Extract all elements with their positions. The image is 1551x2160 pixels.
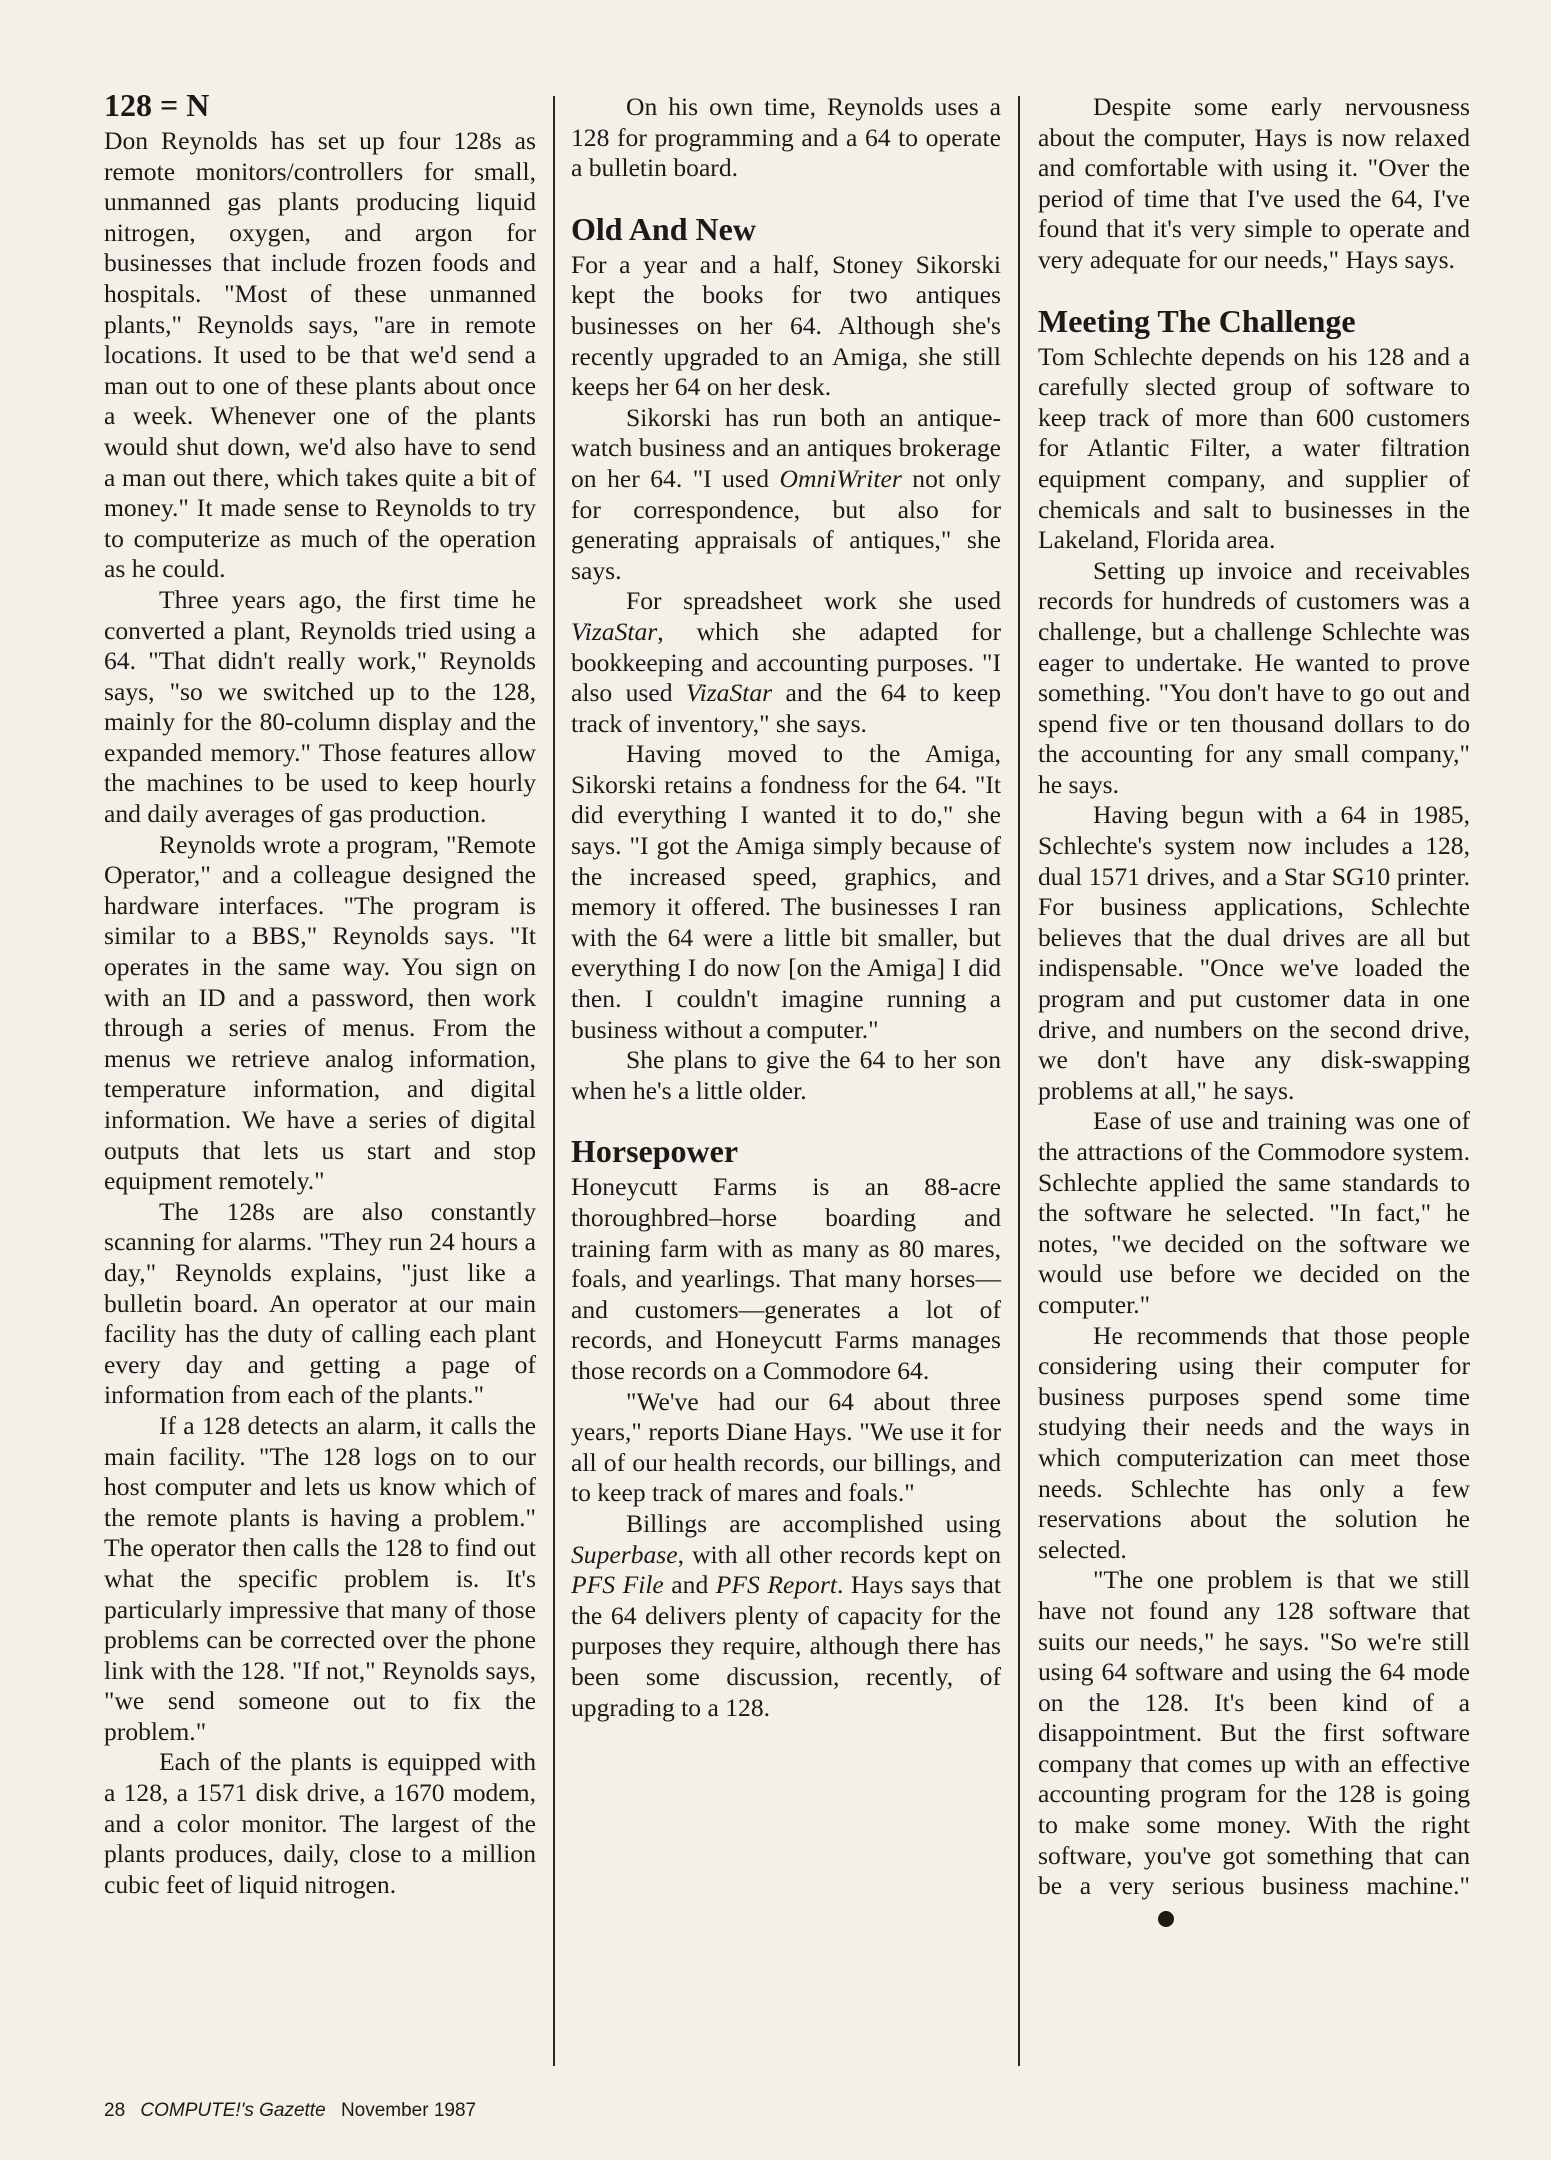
paragraph: On his own time, Reynolds uses a 128 for programming and a 64 to operate a bulletin board.: [571, 92, 1001, 183]
paragraph: Don Reynolds has set up four 128s as remote monitors/controllers for small, unmanned gas plants producing liquid nitrogen, oxygen, and argon for businesses that include frozen foods and hospitals. "Most of these unmanned plants," Reynolds says, "are in remote locations. It used to be that we'd send a man out to one of these plants about once a week. Whenever one of the plants would shut down, we'd also have to send a man out there, which takes quite a bit of money." It made sense to Reynolds to try to computerize as much of the operation as he could.: [104, 126, 536, 584]
issue-date: November 1987: [340, 2100, 477, 2121]
column-rule: [553, 96, 555, 2066]
section-heading: Old And New: [571, 210, 756, 247]
page-number: 28: [104, 2100, 126, 2121]
paragraph: For a year and a half, Stoney Sikorski kept the books for two antiques businesses on her 64. Although she's recently upgraded to an Amiga, she still keeps her 64 on her desk.: [571, 249, 1001, 402]
paragraph: Having begun with a 64 in 1985, Schlechte's system now includes a 128, dual 1571 drives, and a Star SG10 printer. For business applications, Schlechte believes that the dual drives are all but indispensable. "Once we've loaded the program and put customer data in one drive, and numbers on the second drive, we don't have any disk-swapping problems at all," he says.: [1038, 800, 1470, 1105]
paragraph: The 128s are also constantly scanning for alarms. "They run 24 hours a day," Reynolds explains, "just like a bulletin board. An operator at our main facility has the duty of calling each plant every day and getting a page of information from each of the plants.": [104, 1196, 536, 1410]
column-rule: [1018, 96, 1020, 2066]
paragraph: Each of the plants is equipped with a 128, a 1571 disk drive, a 1670 modem, and a color monitor. The largest of the plants produces, daily, close to a million cubic feet of liquid nitrogen.: [104, 1747, 536, 1899]
article-column-2: [571, 92, 1001, 1723]
paragraph: "The one problem is that we still have not found any 128 software that suits our needs," he says. "So we're still using 64 software and using the 64 mode on the 128. It's been kind of a disappointment. But the first software company that comes up with an effective accounting program for the 128 is going to make some money. With the right software, you've got something that can be a very serious business machine.": [1038, 1565, 1470, 1932]
paragraph: If a 128 detects an alarm, it calls the main facility. "The 128 logs on to our host computer and lets us know which of the remote plants is having a problem." The operator then calls the 128 to find out what the specific problem is. It's particularly impressive that many of those problems can be corrected over the phone link with the 128. "If not," Reynolds says, "we send someone out to fix the problem.": [104, 1410, 536, 1746]
section-heading: Meeting The Challenge: [1038, 302, 1356, 339]
software-title: VizaStar: [571, 616, 658, 646]
software-title: PFS Report: [715, 1570, 838, 1600]
software-title: Superbase: [571, 1539, 678, 1569]
paragraph: Despite some early nervousness about the computer, Hays is now relaxed and comfortable with using it. "Over the period of time that I've used the 64, I've found that it's very simple to operate and very adequate for our needs," Hays says.: [1038, 92, 1470, 274]
article-column-3: [1038, 92, 1470, 1932]
paragraph: "We've had our 64 about three years," reports Diane Hays. "We use it for all of our health records, our billings, and to keep track of mares and foals.": [571, 1386, 1001, 1508]
paragraph: Setting up invoice and receivables records for hundreds of customers was a challenge, but a challenge Schlechte was eager to undertake. He wanted to prove something. "You don't have to go out and spend five or ten thousand dollars to do the accounting for any small company," he says.: [1038, 555, 1470, 799]
software-title: OmniWriter: [779, 463, 902, 493]
end-mark-icon: [1158, 1911, 1174, 1927]
article-column-1: [104, 87, 536, 1900]
paragraph: Billings are accomplished using Superbase, with all other records kept on PFS File and PFS Report. Hays says that the 64 delivers plenty of capacity for the purposes they require, although there has been some discussion, recently, of upgrading to a 128.: [571, 1508, 1001, 1722]
software-title: PFS File: [571, 1570, 664, 1600]
paragraph: She plans to give the 64 to her son when he's a little older.: [571, 1045, 1001, 1105]
page-footer: [104, 2100, 476, 2122]
paragraph: He recommends that those people considering using their computer for business purposes spend some time studying their needs and the ways in which computerization can meet those needs. Schlechte has only a few reservations about the solution he selected.: [1038, 1320, 1470, 1564]
paragraph: For spreadsheet work she used VizaStar, which she adapted for bookkeeping and accounting purposes. "I also used VizaStar and the 64 to keep track of inventory," she says.: [571, 586, 1001, 738]
paragraph: Three years ago, the first time he converted a plant, Reynolds tried using a 64. "That didn't really work," Reynolds says, "so we switched up to the 128, mainly for the 80-column display and the expanded memory." Those features allow the machines to be used to keep hourly and daily averages of gas production.: [104, 584, 536, 829]
paragraph: Reynolds wrote a program, "Remote Operator," and a colleague designed the hardware interfaces. "The program is similar to a BBS," Reynolds says. "It operates in the same way. You sign on with an ID and a password, then work through a series of menus. From the menus we retrieve analog information, temperature information, and digital information. We have a series of digital outputs that lets us start and stop equipment remotely.": [104, 829, 536, 1196]
paragraph: Ease of use and training was one of the attractions of the Commodore system. Schlechte applied the same standards to the software he selected. "In fact," he notes, "we decided on the software we would use before we decided on the computer.": [1038, 1106, 1470, 1319]
software-title: VizaStar: [685, 678, 773, 708]
magazine-name: COMPUTE!'s Gazette: [140, 2100, 326, 2121]
paragraph: Honeycutt Farms is an 88-acre thoroughbred–horse boarding and training farm with as many as 80 mares, foals, and yearlings. That many horses—and customers—generates a lot of records, and Honeycutt Farms manages those records on a Commodore 64.: [571, 1172, 1001, 1385]
section-heading: 128 = N: [104, 87, 210, 123]
paragraph: Sikorski has run both an antique-watch business and an antiques brokerage on her 64. "I used OmniWriter not only for correspondence, but also for generating appraisals of antiques," she says.: [571, 402, 1001, 585]
paragraph: Having moved to the Amiga, Sikorski retains a fondness for the 64. "It did everything I wanted it to do," she says. "I got the Amiga simply because of the increased speed, graphics, and memory it offered. The businesses I ran with the 64 were a little bit smaller, but everything I do now [on the Amiga] I did then. I couldn't imagine running a business without a computer.": [571, 739, 1001, 1044]
section-heading: Horsepower: [571, 1133, 739, 1170]
paragraph: Tom Schlechte depends on his 128 and a carefully slected group of software to keep track of more than 600 customers for Atlantic Filter, a water filtration equipment company, and supplier of chemicals and salt to businesses in the Lakeland, Florida area.: [1038, 341, 1470, 555]
